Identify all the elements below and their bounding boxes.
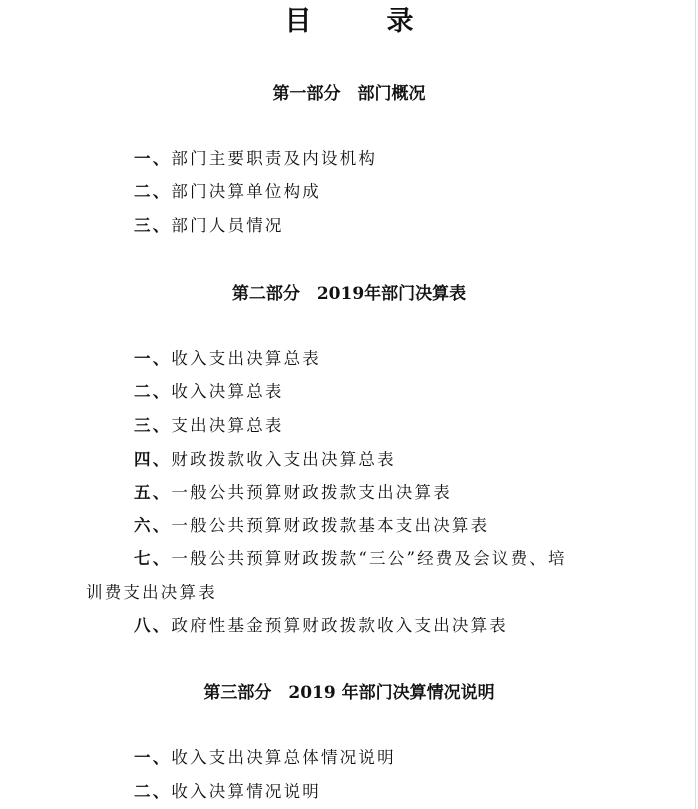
- toc-item-label: 一般公共预算财政拨款“三公”经费及会议费、培: [171, 549, 567, 568]
- toc-item-number: 一、: [134, 349, 172, 368]
- toc-item-label: 一般公共预算财政拨款基本支出决算表: [171, 516, 490, 535]
- part3-heading: 第三部分 2019 年部门决算情况说明: [203, 683, 495, 703]
- toc-item-part2-7[interactable]: [134, 547, 567, 571]
- toc-item-part1-3[interactable]: [134, 214, 284, 238]
- toc-item-number: 二、: [134, 382, 172, 401]
- toc-title: 目 录: [284, 6, 438, 37]
- toc-item-number: 七、: [134, 549, 172, 568]
- toc-item-number: 五、: [134, 483, 172, 502]
- toc-item-label: 一般公共预算财政拨款支出决算表: [171, 483, 452, 502]
- toc-item-part2-2[interactable]: [134, 380, 284, 404]
- toc-item-number: 六、: [134, 516, 172, 535]
- toc-item-number: 二、: [134, 782, 172, 801]
- toc-item-part1-1[interactable]: [134, 147, 377, 171]
- toc-item-number: 三、: [134, 216, 172, 235]
- toc-item-number: 三、: [134, 416, 172, 435]
- toc-item-part1-2[interactable]: [134, 180, 321, 204]
- toc-item-label: 部门决算单位构成: [171, 182, 322, 201]
- toc-item-part2-4[interactable]: [134, 448, 396, 472]
- toc-item-part2-7-continuation[interactable]: 训费支出决算表: [86, 583, 217, 602]
- toc-item-label: 政府性基金预算财政拨款收入支出决算表: [171, 616, 509, 635]
- toc-item-part3-2[interactable]: [134, 780, 321, 804]
- toc-item-label: 收入支出决算总体情况说明: [171, 748, 396, 767]
- toc-item-number: 四、: [134, 450, 172, 469]
- part2-heading: 第二部分 2019年部门决算表: [231, 284, 467, 304]
- toc-item-number: 八、: [134, 616, 172, 635]
- toc-item-part3-1[interactable]: [134, 746, 396, 770]
- toc-item-part2-3[interactable]: [134, 414, 284, 438]
- toc-item-number: 一、: [134, 748, 172, 767]
- toc-item-label: 收入支出决算总表: [171, 349, 322, 368]
- toc-item-part2-1[interactable]: [134, 347, 321, 371]
- toc-item-label: 部门主要职责及内设机构: [171, 149, 378, 168]
- toc-item-label: 收入决算情况说明: [171, 782, 322, 801]
- toc-item-label: 支出决算总表: [171, 416, 284, 435]
- toc-item-label: 财政拨款收入支出决算总表: [171, 450, 396, 469]
- toc-item-number: 一、: [134, 149, 172, 168]
- toc-item-label: 收入决算总表: [171, 382, 284, 401]
- toc-item-part2-8[interactable]: [134, 614, 508, 638]
- toc-item-part2-6[interactable]: [134, 514, 489, 538]
- toc-item-number: 二、: [134, 182, 172, 201]
- toc-item-label: 部门人员情况: [171, 216, 284, 235]
- toc-item-part2-5[interactable]: [134, 481, 452, 505]
- part1-heading: 第一部分 部门概况: [272, 84, 426, 104]
